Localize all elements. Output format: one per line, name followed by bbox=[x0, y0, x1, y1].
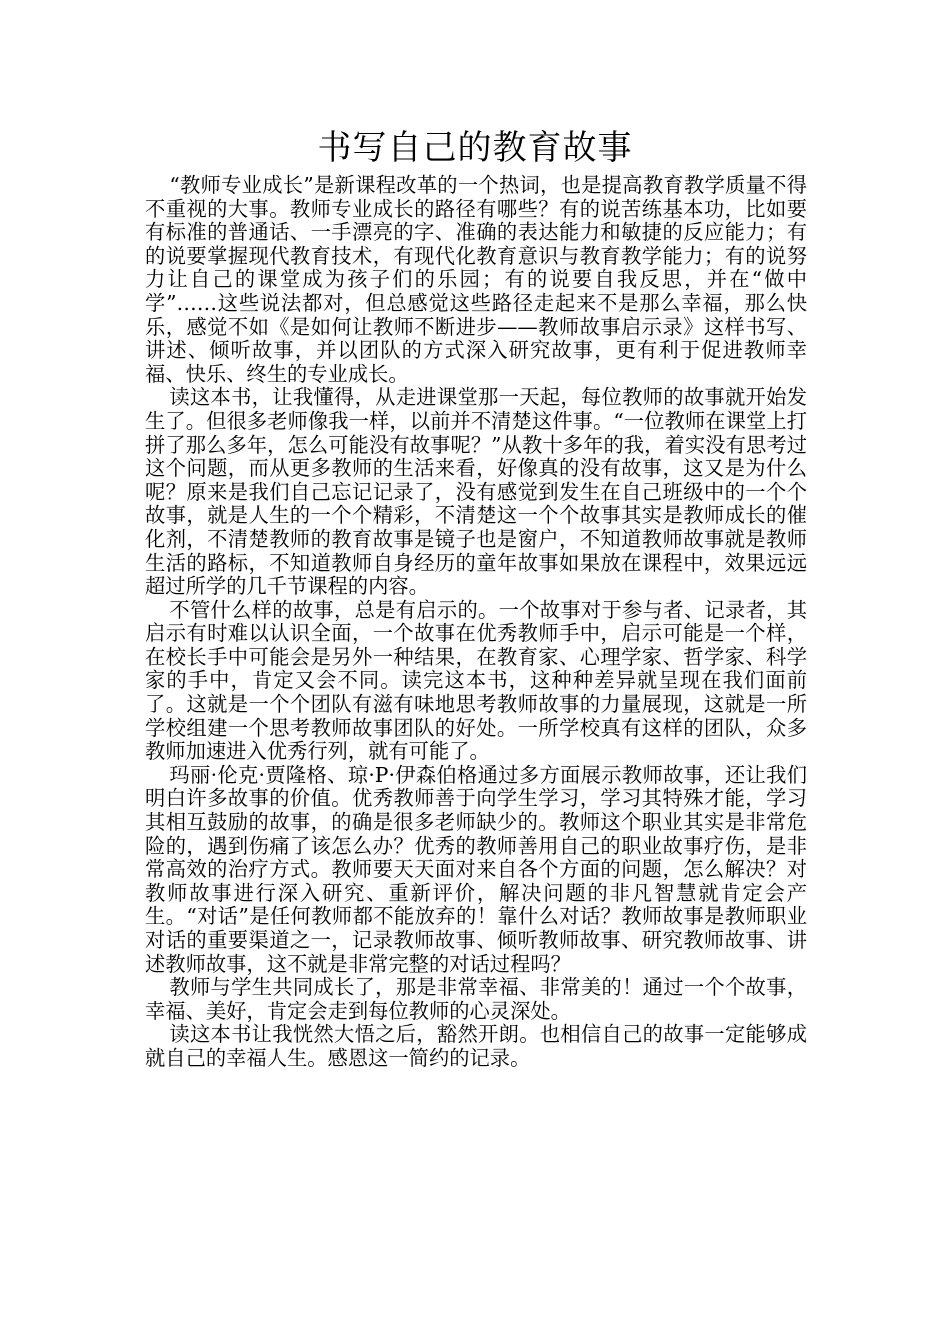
paragraph-2: 读这本书，让我懂得，从走进课堂那一天起，每位教师的故事就开始发生了。但很多老师像我一样，以前并不清楚这件事。“一位教师在课堂上打拼了那么多年，怎么可能没有故事呢？”从教十多年的我，着实没有思考过这个问题，而从更多教师的生活来看，好像真的没有故事，这又是为什么呢？原来是我们自己忘记记录了，没有感觉到发生在自己班级中的一个个故事，就是人生的一个个精彩，不清楚这一个个故事其实是教师成长的催化剂，不清楚教师的教育故事是镜子也是窗户，不知道教师故事就是教师生活的路标，不知道教师自身经历的童年故事如果放在课程中，效果远远超过所学的几千节课程的内容。 bbox=[145, 385, 807, 599]
paragraph-6: 读这本书让我恍然大悟之后，豁然开朗。也相信自己的故事一定能够成就自己的幸福人生。感恩这一简约的记录。 bbox=[145, 1022, 807, 1070]
document-body bbox=[145, 174, 807, 1071]
paragraph-3: 不管什么样的故事，总是有启示的。一个故事对于参与者、记录者，其启示有时难以认识全面，一个故事在优秀教师手中，启示可能是一个样，在校长手中可能会是另外一种结果，在教育家、心理学家、哲学家、科学家的手中，肯定又会不同。读完这本书，这种种差异就呈现在我们面前了。这就是一个个团队有滋有味地思考教师故事的力量展现，这就是一所学校组建一个思考教师故事团队的好处。一所学校真有这样的团队，众多教师加速进入优秀行列，就有可能了。 bbox=[145, 597, 807, 764]
document-title: 书写自己的教育故事 bbox=[317, 128, 633, 168]
paragraph-5: 教师与学生共同成长了，那是非常幸福、非常美的！通过一个个故事，幸福、美好，肯定会走到每位教师的心灵深处。 bbox=[145, 975, 807, 1023]
paragraph-1: “教师专业成长”是新课程改革的一个热词，也是提高教育教学质量不得不重视的大事。教师专业成长的路径有哪些？有的说苦练基本功，比如要有标准的普通话、一手漂亮的字、准确的表达能力和敏捷的反应能力；有的说要掌握现代教育技术，有现代化教育意识与教育教学能力；有的说努力让自己的课堂成为孩子们的乐园；有的说要自我反思，并在“做中学”……这些说法都对，但总感觉这些路径走起来不是那么幸福，那么快乐，感觉不如《是如何让教师不断进步——教师故事启示录》这样书写、讲述、倾听故事，并以团队的方式深入研究故事，更有利于促进教师幸福、快乐、终生的专业成长。 bbox=[145, 173, 807, 386]
paragraph-4: 玛丽·伦克·贾隆格、琼·P·伊森伯格通过多方面展示教师故事，还让我们明白许多故事的价值。优秀教师善于向学生学习，学习其特殊才能，学习其相互鼓励的故事，的确是很多老师缺少的。教师这个职业其实是非常危险的，遇到伤痛了该怎么办？优秀的教师善用自己的职业故事疗伤，是非常高效的治疗方式。教师要天天面对来自各个方面的问题，怎么解决？对教师故事进行深入研究、重新评价，解决问题的非凡智慧就肯定会产生。“对话”是任何教师都不能放弃的！靠什么对话？教师故事是教师职业对话的重要渠道之一，记录教师故事、倾听教师故事、研究教师故事、讲述教师故事，这不就是非常完整的对话过程吗？ bbox=[145, 762, 807, 976]
